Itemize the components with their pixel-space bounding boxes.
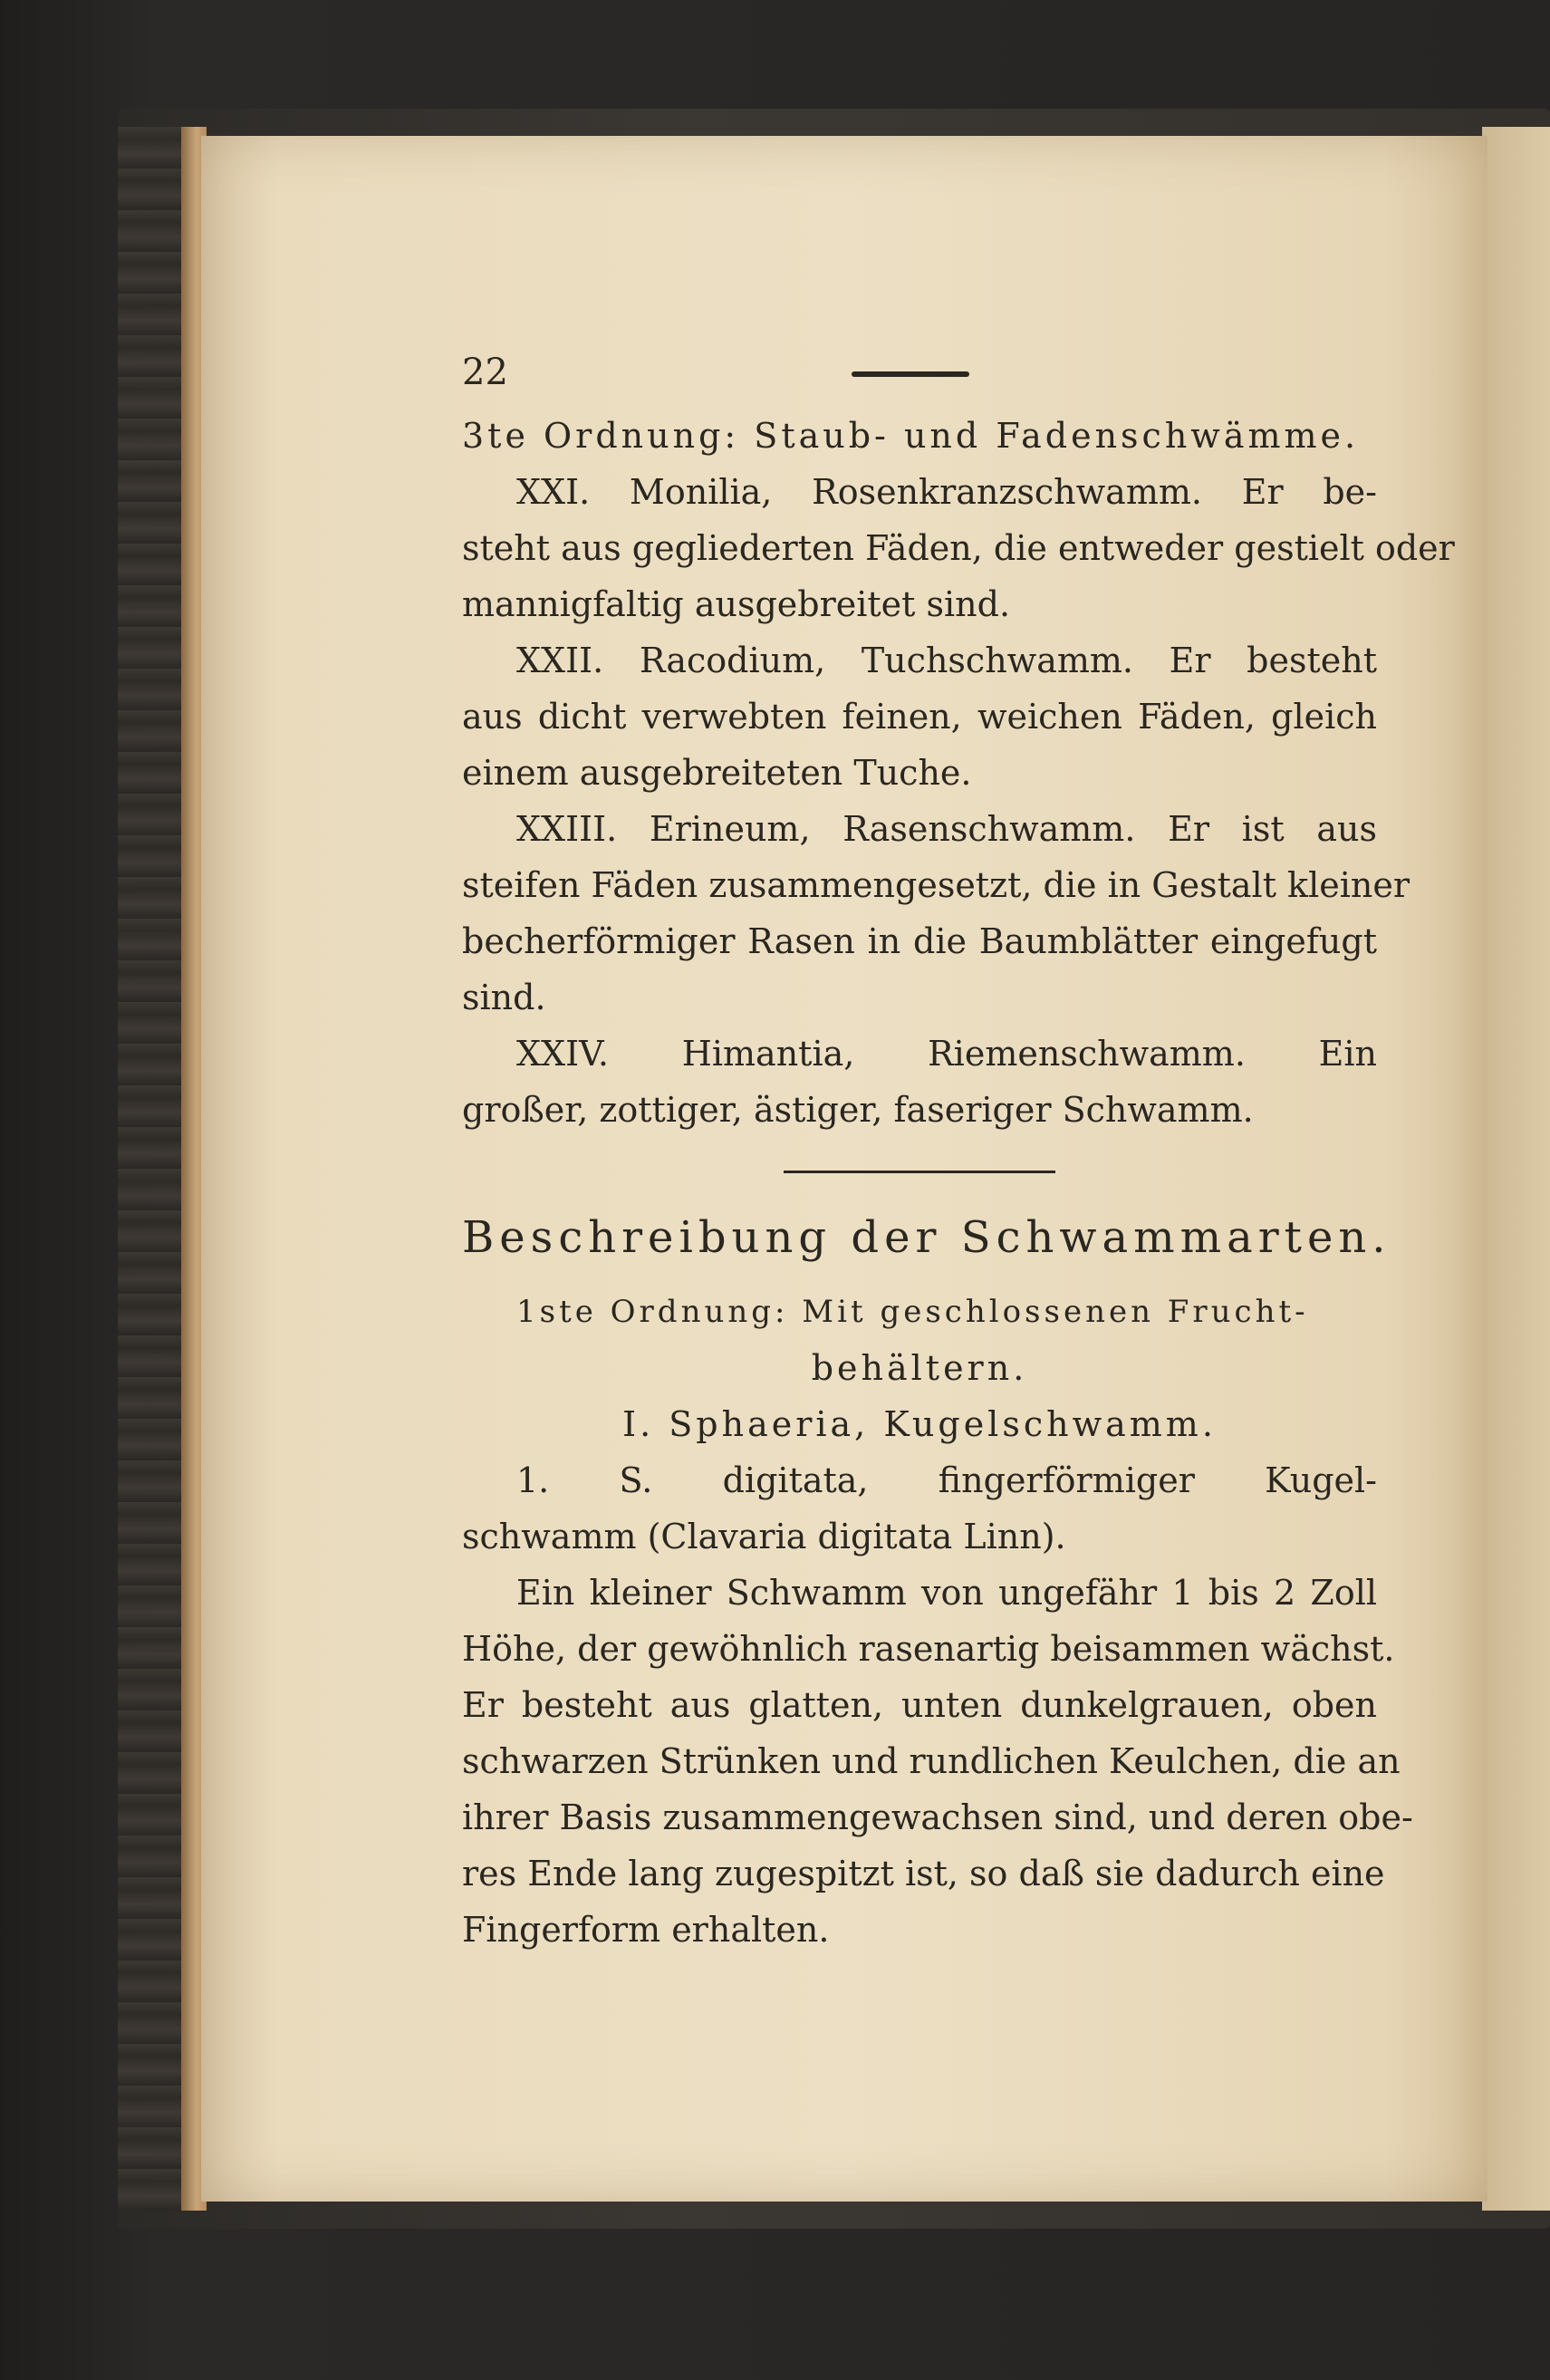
- text-line: 1. S. digitata, fingerförmiger Kugel-: [516, 1460, 1377, 1500]
- text-line: sind.: [462, 978, 546, 1017]
- order-heading: 3te Ordnung: Staub- und Fadenschwämme.: [462, 416, 1360, 456]
- genus-title: I. Sphaeria, Kugelschwamm.: [622, 1404, 1217, 1444]
- text-line: becherförmiger Rasen in die Baumblätter eingefugt: [462, 921, 1377, 961]
- order-subheading: 1ste Ordnung: Mit geschlossenen Frucht-: [516, 1294, 1309, 1330]
- text-line: XXII. Racodium, Tuchschwamm. Er besteht: [516, 641, 1377, 680]
- text-line: XXIV. Himantia, Riemenschwamm. Ein: [516, 1034, 1377, 1074]
- paragraph-himantia: [462, 1026, 1377, 1138]
- paragraph-monilia: [462, 464, 1455, 632]
- text-line: res Ende lang zugespitzt ist, so daß sie dadurch eine: [462, 1854, 1385, 1893]
- paragraph-racodium: [462, 632, 1377, 801]
- page-number: 22: [462, 352, 508, 393]
- text-line: XXI. Monilia, Rosenkranzschwamm. Er be-: [516, 472, 1377, 512]
- order-subheading-continued: behältern.: [811, 1348, 1028, 1388]
- text-line: steht aus gegliederten Fäden, die entweder gestielt oder: [462, 528, 1455, 568]
- text-line: aus dicht verwebten feinen, weichen Fäden, gleich: [462, 697, 1377, 737]
- text-line: schwamm (Clavaria digitata Linn).: [462, 1517, 1066, 1556]
- section-divider: [784, 1171, 1055, 1173]
- species-entry: [462, 1452, 1377, 1565]
- page-text: [462, 344, 1455, 1958]
- text-line: Er besteht aus glatten, unten dunkelgrauen, oben: [462, 1685, 1377, 1725]
- facing-page-edge: [1482, 127, 1550, 2211]
- text-line: mannigfaltig ausgebreitet sind.: [462, 584, 1011, 624]
- page-header: [462, 344, 1377, 408]
- text-line: Höhe, der gewöhnlich rasenartig beisammen wächst.: [462, 1629, 1395, 1669]
- text-line: großer, zottiger, ästiger, faseriger Schwamm.: [462, 1090, 1254, 1130]
- text-line: XXIII. Erineum, Rasenschwamm. Er ist aus: [516, 809, 1377, 849]
- text-line: Ein kleiner Schwamm von ungefähr 1 bis 2 Zoll: [516, 1573, 1377, 1613]
- section-title: Beschreibung der Schwammarten.: [462, 1212, 1391, 1263]
- text-line: einem ausgebreiteten Tuche.: [462, 753, 972, 793]
- header-ornament: [852, 371, 969, 377]
- text-line: Fingerform erhalten.: [462, 1910, 830, 1950]
- paragraph-erineum: [462, 801, 1410, 1026]
- text-line: steifen Fäden zusammengesetzt, die in Gestalt kleiner: [462, 865, 1410, 905]
- species-description: [462, 1565, 1413, 1958]
- text-line: schwarzen Strünken und rundlichen Keulchen, die an: [462, 1741, 1401, 1781]
- text-line: ihrer Basis zusammengewachsen sind, und deren obe-: [462, 1797, 1413, 1837]
